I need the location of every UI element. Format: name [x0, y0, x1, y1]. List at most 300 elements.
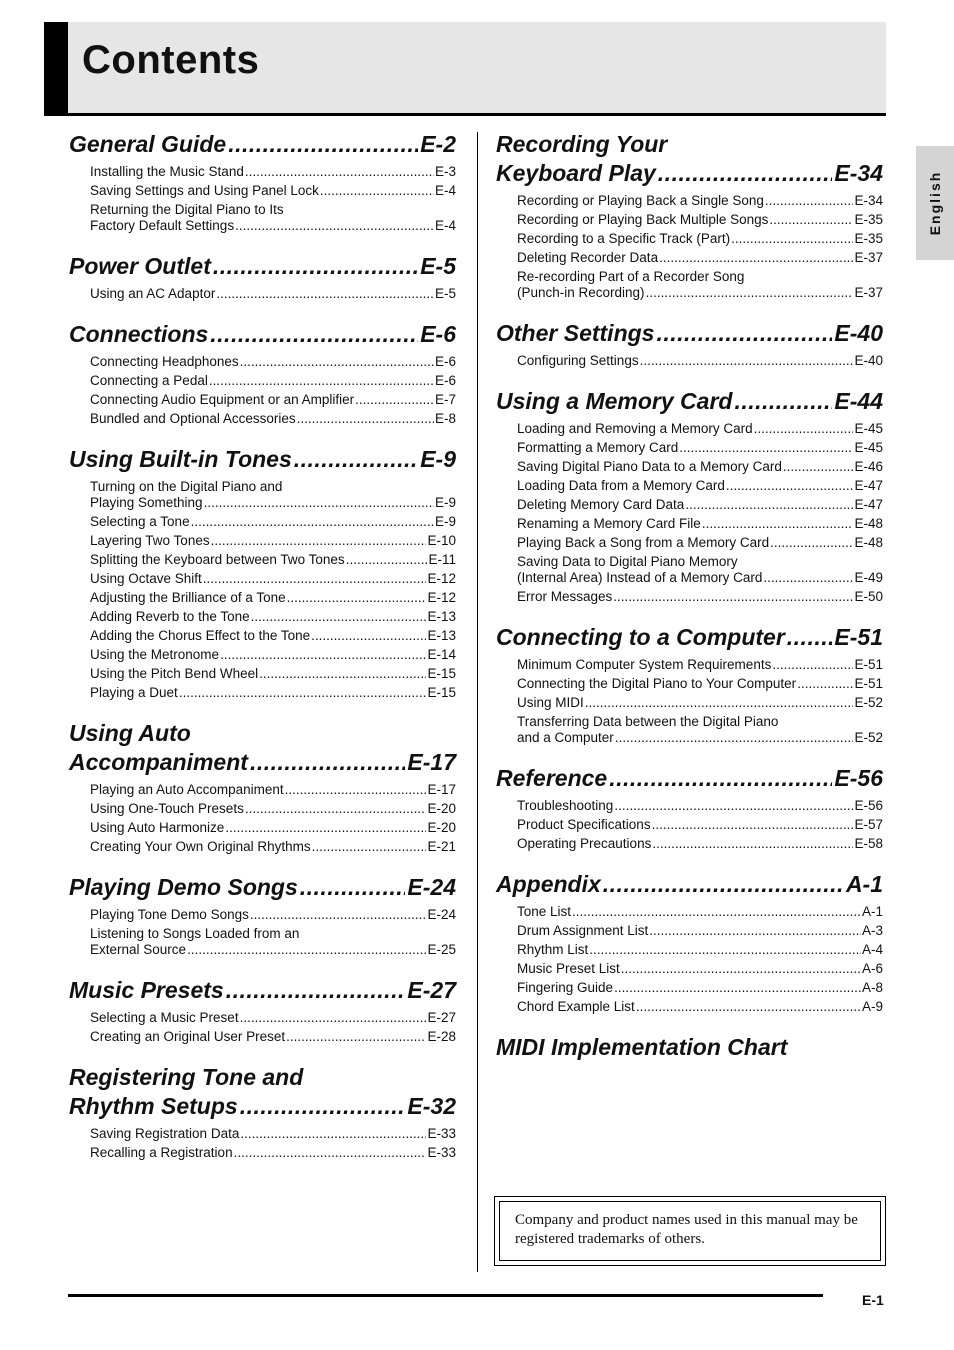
entry-row [90, 820, 456, 836]
dot-leader [216, 286, 434, 302]
entry-text: Bundled and Optional Accessories [90, 410, 296, 426]
toc-right-column [496, 130, 883, 1079]
section-title-line[interactable]: Registering Tone and [69, 1064, 304, 1090]
dot-leader [659, 250, 853, 266]
entry-text: Product Specifications [517, 816, 651, 832]
language-tab-label: English [927, 170, 943, 236]
entry-row [517, 440, 883, 456]
entry-page: E-15 [427, 665, 456, 681]
entry-page: E-56 [854, 797, 883, 813]
dot-leader [179, 685, 427, 701]
entry-page: E-45 [854, 439, 883, 455]
entry-page: E-9 [434, 494, 456, 510]
entry-page: E-12 [427, 589, 456, 605]
section-title-link[interactable] [69, 1092, 456, 1121]
entry-text: (Internal Area) Instead of a Memory Card [517, 569, 763, 585]
entry-row [90, 666, 456, 682]
entry-text: Saving Settings and Using Panel Lock [90, 182, 319, 198]
entry-text: Using MIDI [517, 694, 584, 710]
dot-leader [311, 628, 426, 644]
entry-text-line: Turning on the Digital Piano and [90, 478, 283, 494]
entry-page: A-4 [861, 941, 883, 957]
entry-page: A-8 [861, 979, 883, 995]
entry-text: Connecting the Digital Piano to Your Computer [517, 675, 797, 691]
toc-item-list [69, 162, 456, 235]
page-title: Contents [82, 38, 260, 82]
dot-leader [287, 590, 427, 606]
section-title: MIDI Implementation Chart [496, 1034, 788, 1060]
toc-section [69, 320, 456, 428]
entry-text: Connecting Audio Equipment or an Amplifier [90, 391, 355, 407]
dot-leader [734, 387, 832, 416]
dot-leader [300, 873, 406, 902]
toc-entry[interactable] [90, 1027, 456, 1046]
entry-text: Playing Tone Demo Songs [90, 906, 249, 922]
toc-entry[interactable] [90, 390, 456, 409]
toc-item-list [69, 284, 456, 303]
entry-text: Recording or Playing Back a Single Song [517, 192, 764, 208]
entry-text: Factory Default Settings [90, 217, 235, 233]
entry-row [517, 923, 883, 939]
toc-entry[interactable] [90, 409, 456, 428]
entry-text: Creating an Original User Preset [90, 1028, 286, 1044]
section-title-link[interactable] [69, 873, 456, 902]
toc-item-list [496, 655, 883, 747]
entry-row [517, 817, 883, 833]
entry-row [90, 514, 456, 530]
toc-entry[interactable] [90, 683, 456, 702]
section-title-link[interactable] [69, 320, 456, 349]
entry-page: E-8 [434, 410, 456, 426]
dot-leader [702, 516, 854, 532]
dot-leader [787, 623, 833, 652]
toc-entry[interactable] [90, 352, 456, 371]
toc-entry[interactable] [90, 200, 456, 235]
entry-row [517, 421, 883, 437]
header-accent-bar [44, 22, 68, 113]
dot-leader [679, 440, 853, 456]
entry-text: Using an AC Adaptor [90, 285, 216, 301]
entry-text: Using the Pitch Bend Wheel [90, 665, 259, 681]
entry-page: E-48 [854, 515, 883, 531]
entry-text: Rhythm List [517, 941, 589, 957]
entry-row [517, 459, 883, 475]
section-title: Reference [496, 765, 608, 791]
entry-row [90, 1145, 456, 1161]
contents-header [44, 22, 886, 116]
dot-leader [240, 354, 434, 370]
entry-row [517, 798, 883, 814]
toc-entry[interactable] [517, 959, 883, 978]
toc-entry[interactable] [517, 815, 883, 834]
dot-leader [754, 421, 854, 437]
dot-leader [614, 980, 861, 996]
entry-row [90, 183, 456, 199]
entry-row [90, 801, 456, 817]
entry-page: E-52 [854, 694, 883, 710]
entry-text: Playing an Auto Accompaniment [90, 781, 284, 797]
dot-leader [225, 820, 426, 836]
entry-row [517, 836, 883, 852]
entry-text: (Punch-in Recording) [517, 284, 645, 300]
toc-entry[interactable] [90, 512, 456, 531]
toc-entry[interactable] [517, 902, 883, 921]
toc-entry[interactable] [90, 818, 456, 837]
section-title-link[interactable] [496, 159, 883, 188]
toc-entry[interactable] [517, 210, 883, 229]
section-title-link[interactable] [69, 748, 456, 777]
toc-item-list [496, 419, 883, 606]
entry-page: E-35 [854, 211, 883, 227]
entry-page: E-27 [427, 1009, 456, 1025]
entry-row [90, 590, 456, 606]
toc-entry[interactable] [90, 550, 456, 569]
toc-entry[interactable] [90, 588, 456, 607]
toc-entry[interactable] [90, 1143, 456, 1162]
toc-entry[interactable] [90, 371, 456, 390]
toc-entry[interactable] [90, 181, 456, 200]
entry-text: Troubleshooting [517, 797, 614, 813]
toc-section [496, 870, 883, 1016]
toc-item-list [69, 905, 456, 959]
toc-entry[interactable] [517, 796, 883, 815]
entry-page: A-6 [861, 960, 883, 976]
entry-page: E-4 [434, 182, 456, 198]
toc-entry[interactable] [90, 477, 456, 512]
toc-entry[interactable] [517, 438, 883, 457]
dot-leader [220, 647, 426, 663]
entry-page: E-4 [434, 217, 456, 233]
entry-row [90, 1126, 456, 1142]
toc-section [69, 130, 456, 235]
toc-entry[interactable] [517, 476, 883, 495]
toc-entry[interactable] [517, 267, 883, 302]
dot-leader [603, 870, 844, 899]
toc-entry[interactable] [517, 248, 883, 267]
entry-text: Recording to a Specific Track (Part) [517, 230, 731, 246]
dot-leader [355, 392, 434, 408]
toc-entry[interactable] [90, 799, 456, 818]
toc-item-list [496, 902, 883, 1016]
entry-row [90, 839, 456, 855]
toc-entry[interactable] [90, 664, 456, 683]
dot-leader [245, 801, 427, 817]
section-title: Accompaniment [69, 749, 248, 775]
entry-text: Using Octave Shift [90, 570, 202, 586]
toc-entry[interactable] [90, 626, 456, 645]
entry-page: E-17 [427, 781, 456, 797]
dot-leader [191, 514, 434, 530]
entry-text-line: Transferring Data between the Digital Piano [517, 713, 779, 729]
toc-entry[interactable] [517, 495, 883, 514]
entry-text-line: Re-recording Part of a Recorder Song [517, 268, 745, 284]
section-title-line[interactable]: Using Auto [69, 720, 191, 746]
toc-section [69, 1063, 456, 1162]
entry-text: Fingering Guide [517, 979, 614, 995]
toc-entry[interactable] [90, 531, 456, 550]
toc-section [496, 764, 883, 853]
section-page: E-56 [834, 765, 883, 791]
toc-entry[interactable] [517, 712, 883, 747]
entry-page: E-47 [854, 477, 883, 493]
toc-left-column [69, 130, 456, 1179]
dot-leader [286, 1029, 426, 1045]
toc-item-list [496, 191, 883, 302]
dot-leader [772, 657, 853, 673]
entry-page: E-20 [427, 819, 456, 835]
section-page: E-9 [420, 446, 456, 472]
entry-page: E-13 [427, 627, 456, 643]
entry-row [90, 286, 456, 302]
entry-page: E-15 [427, 684, 456, 700]
section-title: Connections [69, 321, 209, 347]
entry-row [90, 218, 456, 234]
entry-row [517, 676, 883, 692]
dot-leader [228, 130, 418, 159]
entry-page: A-3 [861, 922, 883, 938]
entry-page: E-12 [427, 570, 456, 586]
toc-entry[interactable] [517, 514, 883, 533]
entry-text: Playing a Duet [90, 684, 178, 700]
entry-text: Music Preset List [517, 960, 620, 976]
entry-text: Error Messages [517, 588, 613, 604]
dot-leader [765, 193, 854, 209]
section-title: Power Outlet [69, 253, 211, 279]
toc-section [69, 445, 456, 702]
dot-leader [297, 411, 434, 427]
toc-entry[interactable] [517, 229, 883, 248]
entry-row [90, 609, 456, 625]
dot-leader [213, 252, 418, 281]
toc-entry[interactable] [517, 940, 883, 959]
entry-page: E-33 [427, 1125, 456, 1141]
dot-leader [320, 183, 434, 199]
toc-entry[interactable] [517, 921, 883, 940]
toc-entry[interactable] [90, 569, 456, 588]
section-title: Connecting to a Computer [496, 624, 785, 650]
section-title: Appendix [496, 871, 601, 897]
entry-page: E-58 [854, 835, 883, 851]
toc-entry[interactable] [90, 837, 456, 856]
section-title-line[interactable]: Recording Your [496, 131, 668, 157]
toc-entry[interactable] [517, 552, 883, 587]
toc-entry[interactable] [90, 1008, 456, 1027]
entry-page: E-25 [427, 941, 456, 957]
toc-entry[interactable] [90, 1124, 456, 1143]
entry-text: Playing Something [90, 494, 203, 510]
section-title-link[interactable] [69, 130, 456, 159]
entry-page: E-57 [854, 816, 883, 832]
toc-entry[interactable] [517, 655, 883, 674]
toc-entry[interactable] [90, 162, 456, 181]
entry-text: and a Computer [517, 729, 614, 745]
dot-leader [763, 570, 853, 586]
section-page: E-51 [834, 624, 883, 650]
entry-row [517, 193, 883, 209]
language-tab [916, 146, 954, 260]
entry-row [90, 628, 456, 644]
entry-row [90, 1010, 456, 1026]
entry-text: Connecting a Pedal [90, 372, 208, 388]
toc-entry[interactable] [517, 351, 883, 370]
toc-entry[interactable] [517, 457, 883, 476]
section-title-link[interactable] [496, 764, 883, 793]
section-page: A-1 [845, 871, 883, 897]
entry-text: Adjusting the Brilliance of a Tone [90, 589, 286, 605]
entry-page: A-1 [861, 903, 883, 919]
entry-row [517, 589, 883, 605]
dot-leader [245, 164, 434, 180]
dot-leader [609, 764, 832, 793]
entry-page: E-28 [427, 1028, 456, 1044]
section-title: Using Built-in Tones [69, 446, 292, 472]
toc-entry[interactable] [517, 419, 883, 438]
dot-leader [259, 666, 426, 682]
dot-leader [652, 836, 853, 852]
toc-entry[interactable] [90, 645, 456, 664]
entry-page: E-52 [854, 729, 883, 745]
toc-item-list [69, 352, 456, 428]
entry-text: Drum Assignment List [517, 922, 649, 938]
dot-leader [649, 923, 861, 939]
toc-entry[interactable] [517, 693, 883, 712]
dot-leader [294, 445, 418, 474]
toc-entry[interactable] [90, 780, 456, 799]
entry-row [517, 285, 883, 301]
entry-row [517, 730, 883, 746]
entry-row [90, 647, 456, 663]
entry-row [90, 552, 456, 568]
toc-section [496, 130, 883, 302]
entry-page: E-40 [854, 352, 883, 368]
entry-row [90, 495, 456, 511]
dot-leader [769, 212, 853, 228]
entry-text: Using Auto Harmonize [90, 819, 225, 835]
entry-page: E-11 [428, 551, 456, 567]
entry-row [90, 782, 456, 798]
section-title-link[interactable] [69, 976, 456, 1005]
entry-page: E-34 [854, 192, 883, 208]
dot-leader [770, 535, 853, 551]
trademark-notice-text: Company and product names used in this manual may be registered trademarks of others. [515, 1212, 858, 1247]
toc-item-list [496, 796, 883, 853]
entry-page: E-46 [854, 458, 883, 474]
entry-text: Adding the Chorus Effect to the Tone [90, 627, 311, 643]
entry-row [90, 354, 456, 370]
toc-entry[interactable] [90, 284, 456, 303]
section-page: E-17 [407, 749, 456, 775]
entry-row [517, 570, 883, 586]
section-page: E-40 [834, 320, 883, 346]
entry-row [517, 980, 883, 996]
section-page: E-27 [407, 977, 456, 1003]
dot-leader [615, 730, 854, 746]
section-title-link[interactable] [69, 445, 456, 474]
dot-leader [250, 907, 427, 923]
toc-entry[interactable] [517, 533, 883, 552]
entry-row [517, 478, 883, 494]
section-page: E-34 [834, 160, 883, 186]
section-title: Using a Memory Card [496, 388, 733, 414]
entry-text: External Source [90, 941, 187, 957]
dot-leader [211, 533, 427, 549]
section-page: E-5 [420, 253, 456, 279]
entry-row [90, 1029, 456, 1045]
entry-page: E-51 [854, 675, 883, 691]
dot-leader [726, 478, 854, 494]
toc-entry[interactable] [517, 674, 883, 693]
toc-entry[interactable] [90, 924, 456, 959]
entry-page: E-45 [854, 420, 883, 436]
toc-item-list [496, 351, 883, 370]
entry-page: E-37 [854, 249, 883, 265]
dot-leader [251, 609, 427, 625]
dot-leader [652, 817, 854, 833]
toc-entry[interactable] [517, 834, 883, 853]
section-title-link[interactable] [69, 252, 456, 281]
dot-leader [209, 373, 434, 389]
dot-leader [614, 798, 853, 814]
entry-text: Deleting Memory Card Data [517, 496, 685, 512]
toc-entry[interactable] [517, 997, 883, 1016]
entry-row [517, 353, 883, 369]
dot-leader [210, 320, 418, 349]
entry-text: Operating Precautions [517, 835, 652, 851]
section-title-link[interactable] [496, 1033, 883, 1062]
toc-entry[interactable] [90, 607, 456, 626]
entry-text: Using One-Touch Presets [90, 800, 244, 816]
section-page: E-44 [834, 388, 883, 414]
toc-entry[interactable] [517, 978, 883, 997]
entry-page: E-33 [427, 1144, 456, 1160]
entry-text-line: Returning the Digital Piano to Its [90, 201, 284, 217]
entry-row [90, 571, 456, 587]
entry-page: E-6 [434, 353, 456, 369]
section-title-link[interactable] [496, 870, 883, 899]
entry-page: E-9 [434, 513, 456, 529]
entry-text: Playing Back a Song from a Memory Card [517, 534, 770, 550]
section-page: E-2 [420, 131, 456, 157]
section-title: General Guide [69, 131, 227, 157]
entry-page: E-10 [427, 532, 456, 548]
toc-entry[interactable] [517, 191, 883, 210]
toc-entry[interactable] [517, 587, 883, 606]
section-title-link[interactable] [496, 623, 883, 652]
dot-leader [589, 942, 861, 958]
section-title-link[interactable] [496, 387, 883, 416]
section-page: E-24 [407, 874, 456, 900]
entry-text: Configuring Settings [517, 352, 639, 368]
entry-text: Tone List [517, 903, 572, 919]
toc-section [69, 252, 456, 303]
entry-text: Formatting a Memory Card [517, 439, 679, 455]
entry-row [517, 535, 883, 551]
page-number: E-1 [862, 1292, 884, 1308]
section-title-link[interactable] [496, 319, 883, 348]
entry-page: E-20 [427, 800, 456, 816]
entry-row [90, 907, 456, 923]
toc-entry[interactable] [90, 905, 456, 924]
entry-page: E-24 [427, 906, 456, 922]
entry-text: Recalling a Registration [90, 1144, 233, 1160]
entry-text: Adding Reverb to the Tone [90, 608, 250, 624]
entry-page: A-9 [861, 998, 883, 1014]
dot-leader [585, 695, 854, 711]
entry-text: Installing the Music Stand [90, 163, 244, 179]
entry-row [90, 685, 456, 701]
toc-section [496, 1033, 883, 1062]
entry-row [517, 231, 883, 247]
